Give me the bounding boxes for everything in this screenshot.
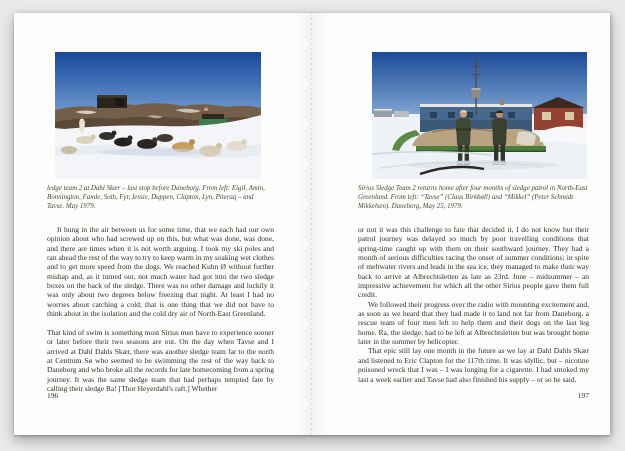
body-paragraph: We followed their progress over the radio with mounting excitement and, as soon as we heard that they had made it to land not far from Daneborg, a rescue team of four men left to help them and their dogs on the last leg home. Ra, the sledge, had to be left at Albrechtsletten but was brought home later in the summer by helicopter. [358,299,589,347]
body-text-right [358,225,589,384]
body-text-left [47,225,274,393]
page-number-right: 197 [577,391,589,400]
page-gutter [311,13,312,435]
body-paragraph: It hung in the air between us for some time, that we each had our own opinion about who had screwed up on this, but what was done, was done, and there are times when it is not worth arguing. I took my ski poles and ran ahead the rest of the way to try to keep warm in my soaking wet clothes and to get more speed from the dogs. We reached Kuhn Ø without further mishap and, as it turned out, not much water had got into the two sledge boxes on the back of the sledge. There was no other damage and luckily it was only about two degrees below freezing that night. At least I had no worries about catching a cold; that is one thing that we did not have to think about in the isolation and the cold dry air of North-East Greenland. [47,225,275,319]
sledge-dogs-photo-illustration [55,52,261,179]
page-gutter-shadow [297,13,327,435]
book-spread [14,13,610,435]
body-paragraph: or not it was this challenge to fate that decided it, I do not know but their patrol journey was delayed so much by poor travelling conditions that spring-time caught up with them on their southward journey. They had a month of serious difficulties racing the onset of summer conditions; in spite of meltwater rivers and leads in the sea ice, they managed to make their way back to arrive at Albrechtsletten as late as 23rd. June – midsummer – an impressive achievement for which all the other Sirius people gave them full credit. [358,225,589,300]
photo-caption-right: Sirius Sledge Team 2 returns home after four months of sledge patrol in North-East Greenland. From left: “Tavse” (Claus Birkbøll) and “Mikkel” (Peter Schmidt Mikkelsen). Daneborg, May 25, 1979. [358,185,588,210]
photo-team-returns-home [372,52,587,179]
photo-sledge-dogs-resting [55,52,261,179]
body-paragraph: That epic still lay one month in the future as we lay at Dahl Dahls Skær and listened to Eric Clapton for the 117th time. It was idyllic, but – nicotine poisoned wreck that I was – I was longing for a cigarette. I had smoked my last a week earlier and Tavse had also finished his supply – or so he said. [358,346,589,384]
body-paragraph: That kind of swim is something most Sirius men have to experience sooner or later before their two seasons are out. On the day when Tavse and I arrived at Dahl Dahls Skær, there was another sledge team far to the north at Centrum Sø who seemed to be swimming the rest of the way back to Daneborg and who broke all the records for late homecoming from a spring journey. It was the same sledge team that had perhaps tempted fate by calling their sledge Ra! [Thor Heyerdahl's raft.] Whether [47,327,274,393]
patrol-men-photo-illustration [372,52,587,179]
photo-caption-left: ledge team 2 at Dahl Skær – last stop before Daneborg. From left: Eigil, Amin, Bonnington, Famle, Soth, Fyr, Iessie, Duppen, Clapton, Lyn, Piteraq – and Tavse. May 1979. [47,185,265,210]
page-number-left: 196 [47,391,59,400]
